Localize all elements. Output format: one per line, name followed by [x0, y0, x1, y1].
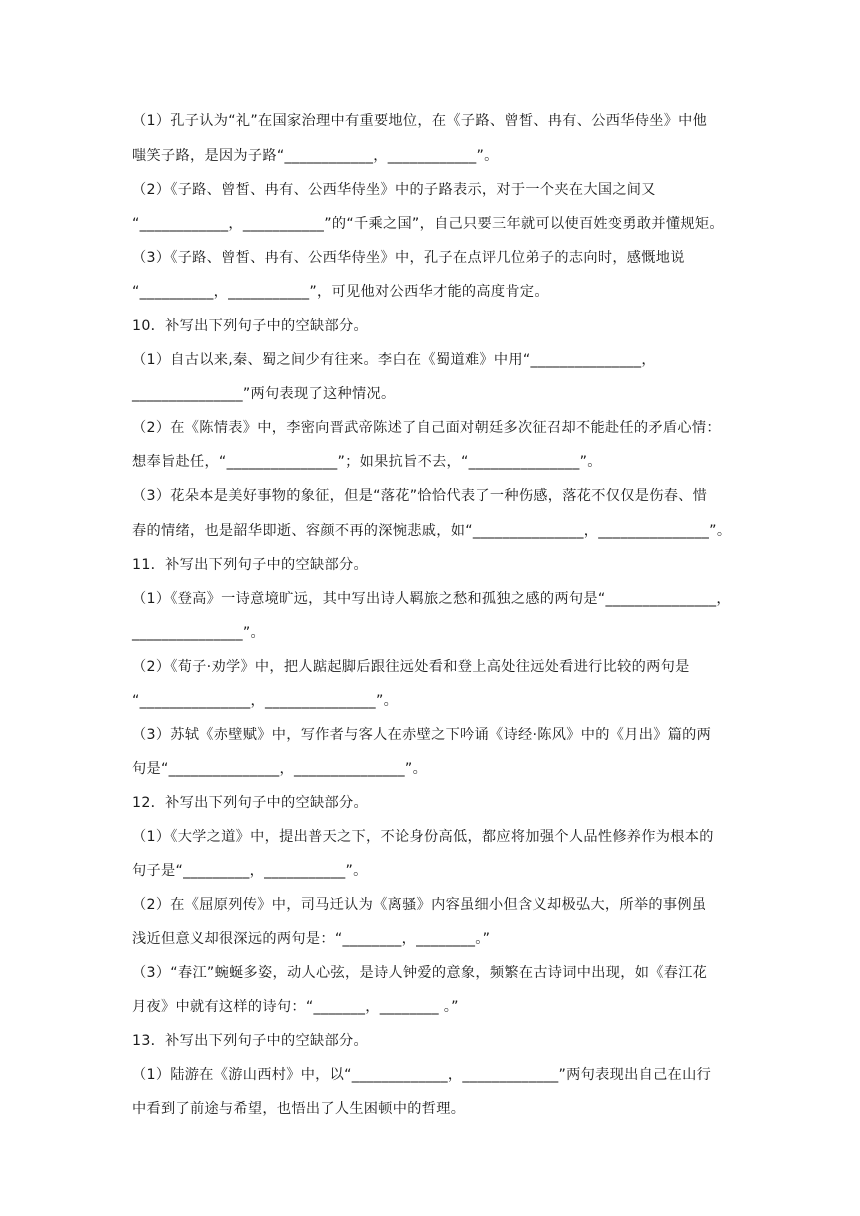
text-line: （2）《子路、曾皙、冉有、公西华侍坐》中的子路表示，对于一个夹在大国之间又 [132, 182, 656, 198]
text-line: （2）在《陈情表》中，李密向晋武帝陈述了自己面对朝廷多次征召却不能赴任的矛盾心情： [132, 420, 721, 436]
text-line: （1）孔子认为“礼”在国家治理中有重要地位，在《子路、曾皙、冉有、公西华侍坐》中他 [132, 113, 708, 129]
text-line: “_______________，_______________”。 [132, 693, 399, 709]
text-line: （3）《子路、曾皙、冉有、公西华侍坐》中，孔子在点评几位弟子的志向时，感慨地说 [132, 250, 685, 266]
text-line: 中看到了前途与希望，也悟出了人生困顿中的哲理。 [132, 1101, 466, 1117]
text-line: 月夜》中就有这样的诗句：“_______，________ 。” [132, 999, 459, 1015]
text-line: _______________”。 [132, 625, 266, 641]
text-line: （2）《荀子·劝学》中，把人踮起脚后跟往远处看和登上高处往远处看进行比较的两句是 [132, 659, 690, 675]
text-line: （1）陆游在《游山西村》中，以“_____________，_____________”两句表现出自己在山行 [132, 1067, 712, 1083]
text-line: 句子是“_________，___________”。 [132, 863, 368, 879]
text-line: “____________，___________”的“千乘之国”，自己只要三年就可以使百姓变勇敢并懂规矩。 [132, 216, 724, 232]
text-line: “__________，___________”，可见他对公西华才能的高度肯定。 [132, 284, 549, 300]
question-heading: 12．补写出下列句子中的空缺部分。 [132, 795, 368, 811]
text-line: _______________”两句表现了这种情况。 [132, 386, 396, 402]
text-line: 想奉旨赴任，“_______________”；如果抗旨不去，“_______________”。 [132, 454, 602, 470]
text-line: 句是“_______________，_______________”。 [132, 761, 428, 777]
text-line: （3）花朵本是美好事物的象征，但是“落花”恰恰代表了一种伤感，落花不仅仅是伤春、惜 [132, 488, 708, 504]
text-line: （1）《登高》一诗意境旷远，其中写出诗人羁旅之愁和孤独之感的两句是“_______________， [132, 591, 731, 607]
text-line: （1）《大学之道》中，提出普天之下，不论身份高低，都应将加强个人品性修养作为根本的 [132, 829, 714, 845]
text-line: （3）“春江”蜿蜒多姿，动人心弦，是诗人钟爱的意象，频繁在古诗词中出现，如《春江花 [132, 965, 708, 981]
text-line: （3）苏轼《赤壁赋》中，写作者与客人在赤壁之下吟诵《诗经·陈风》中的《月出》篇的两 [132, 727, 712, 743]
question-heading: 13．补写出下列句子中的空缺部分。 [132, 1033, 368, 1049]
text-line: 春的情绪，也是韶华即逝、容颜不再的深惋悲戚，如“_______________，_______________”。 [132, 523, 732, 539]
text-line: 浅近但意义却很深远的两句是：“________，________。” [132, 931, 491, 947]
text-line: 嗤笑子路，是因为子路“____________，____________”。 [132, 148, 499, 164]
text-line: （2）在《屈原列传》中，司马迁认为《离骚》内容虽细小但含义却极弘大，所举的事例虽 [132, 897, 707, 913]
text-line: （1）自古以来,秦、蜀之间少有往来。李白在《蜀道难》中用“_______________， [132, 352, 656, 368]
question-heading: 11．补写出下列句子中的空缺部分。 [132, 557, 368, 573]
question-heading: 10．补写出下列句子中的空缺部分。 [132, 318, 368, 334]
